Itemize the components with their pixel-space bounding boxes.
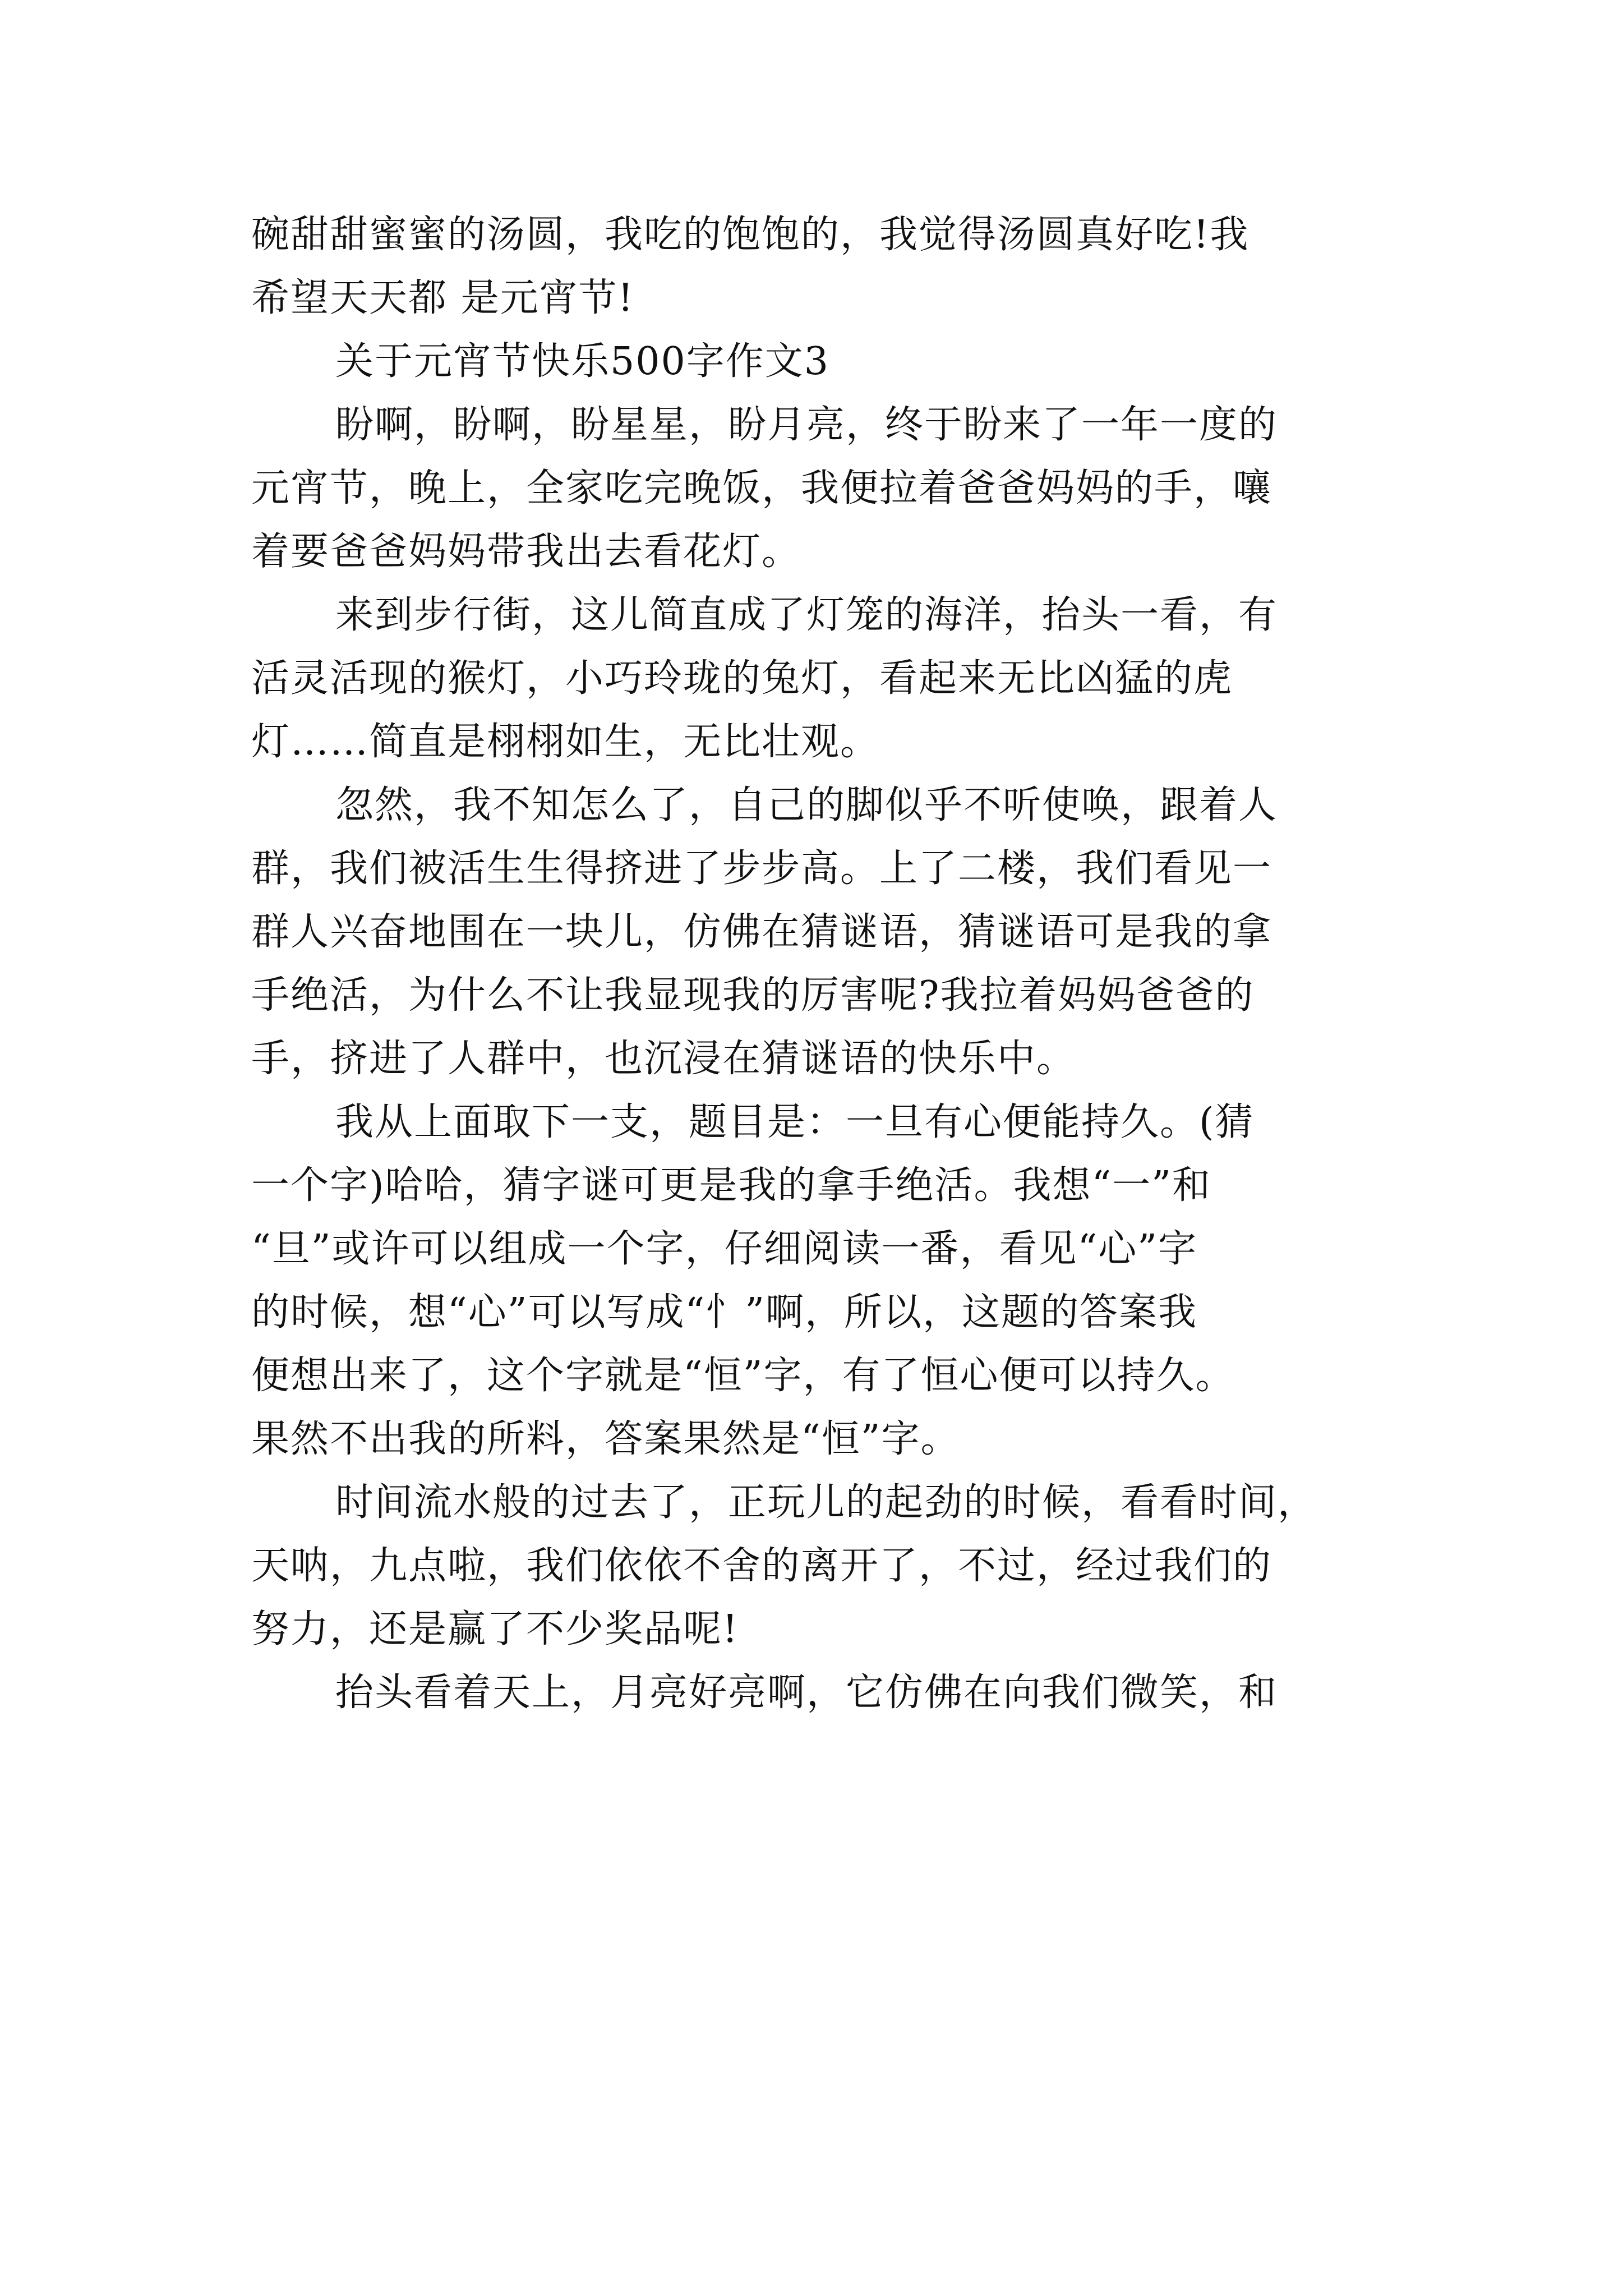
paragraph-start-line: 盼啊，盼啊，盼星星，盼月亮，终于盼来了一年一度的 [335, 403, 1278, 447]
essay-body [251, 203, 1390, 1724]
paragraph-start-line: 来到步行街，这儿简直成了灯笼的海洋，抬头一看，有 [335, 593, 1278, 637]
paragraph-start-line: 忽然，我不知怎么了，自己的脚似乎不听使唤，跟着人 [335, 783, 1278, 827]
text-line: 手，挤进了人群中，也沉浸在猜谜语的快乐中。 [251, 1037, 1076, 1081]
text-line: 天呐，九点啦，我们依依不舍的离开了，不过，经过我们的 [251, 1544, 1272, 1588]
text-line: 努力，还是赢了不少奖品呢! [251, 1607, 739, 1651]
text-line: 群，我们被活生生得挤进了步步高。上了二楼，我们看见一 [251, 846, 1272, 891]
text-line: “旦”或许可以组成一个字，仔细阅读一番，看见“心”字 [251, 1227, 1198, 1271]
text-line: 着要爸爸妈妈带我出去看花灯。 [251, 530, 801, 574]
paragraph-start-line: 抬头看着天上，月亮好亮啊，它仿佛在向我们微笑，和 [335, 1671, 1278, 1715]
paragraph-start-line: 时间流水般的过去了，正玩儿的起劲的时候，看看时间， [335, 1480, 1317, 1525]
text-line: 元宵节，晚上，全家吃完晚饭，我便拉着爸爸妈妈的手，嚷 [251, 466, 1272, 510]
text-line: 果然不出我的所料，答案果然是“恒”字。 [251, 1417, 960, 1461]
text-line: 碗甜甜蜜蜜的汤圆，我吃的饱饱的，我觉得汤圆真好吃!我 [251, 213, 1249, 257]
essay-title: 关于元宵节快乐500字作文3 [335, 339, 830, 384]
text-line: 灯……简直是栩栩如生，无比壮观。 [251, 720, 880, 764]
text-line: 群人兴奋地围在一块儿，仿佛在猜谜语，猜谜语可是我的拿 [251, 910, 1272, 954]
paragraph-start-line: 我从上面取下一支，题目是：一旦有心便能持久。(猜 [335, 1100, 1255, 1144]
text-line: 手绝活，为什么不让我显现我的厉害呢?我拉着妈妈爸爸的 [251, 973, 1255, 1018]
text-line: 希望天天都 是元宵节! [251, 276, 634, 320]
text-line: 便想出来了，这个字就是“恒”字，有了恒心便可以持久。 [251, 1354, 1235, 1398]
text-line: 一个字)哈哈，猜字谜可更是我的拿手绝活。我想“一”和 [251, 1163, 1212, 1208]
text-line: 的时候，想“心”可以写成“忄”啊，所以，这题的答案我 [251, 1290, 1198, 1335]
text-line: 活灵活现的猴灯，小巧玲珑的兔灯，看起来无比凶猛的虎 [251, 656, 1233, 701]
